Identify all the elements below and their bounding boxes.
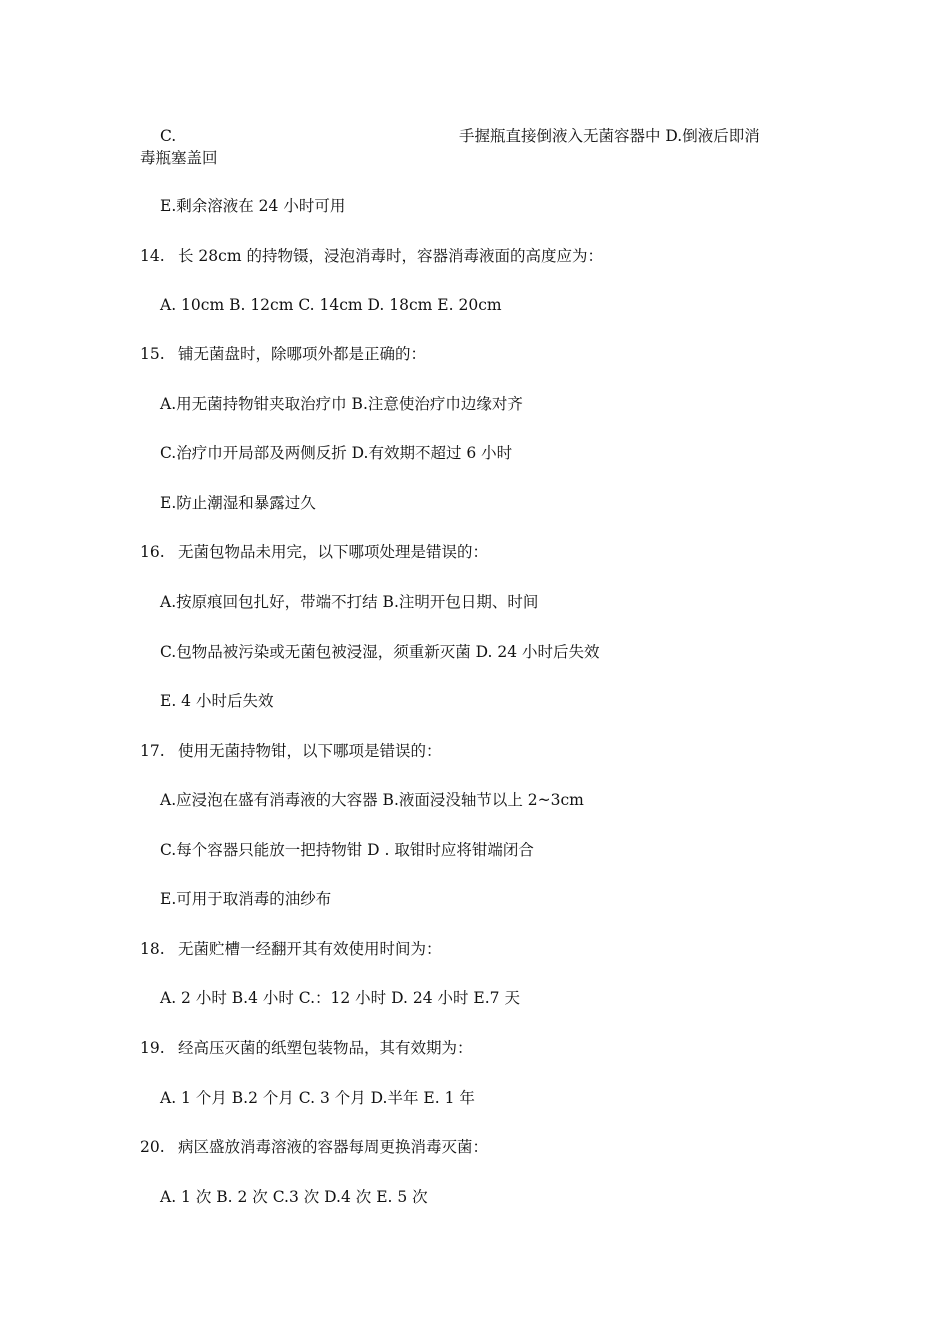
- question-text: 无菌包物品未用完，以下哪项处理是错误的：: [178, 543, 489, 561]
- option-line: E.可用于取消毒的油纱布: [160, 890, 332, 908]
- question-text: 铺无菌盘时，除哪项外都是正确的：: [178, 345, 427, 363]
- question-text: 病区盛放消毒溶液的容器每周更换消毒灭菌：: [178, 1138, 489, 1156]
- question-14: [140, 246, 603, 266]
- question-number: 20.: [140, 1138, 165, 1156]
- question-number: 18.: [140, 940, 165, 958]
- option-line: C.每个容器只能放一把持物钳 D . 取钳时应将钳端闭合: [160, 841, 534, 859]
- question-text: 使用无菌持物钳，以下哪项是错误的：: [178, 742, 442, 760]
- option-line: A. 10cm B. 12cm C. 14cm D. 18cm E. 20cm: [160, 296, 502, 314]
- question-number: 16.: [140, 543, 165, 561]
- question-number: 14.: [140, 247, 165, 265]
- option-line: A.应浸泡在盛有消毒液的大容器 B.液面浸没轴节以上 2~3cm: [160, 791, 584, 809]
- question-number: 19.: [140, 1039, 165, 1057]
- option-line: C.治疗巾开局部及两侧反折 D.有效期不超过 6 小时: [160, 444, 513, 462]
- option-wrap-text: 毒瓶塞盖回: [140, 149, 218, 167]
- question-text: 经高压灭菌的纸塑包装物品，其有效期为：: [178, 1039, 473, 1057]
- option-line: A. 1 次 B. 2 次 C.3 次 D.4 次 E. 5 次: [160, 1188, 428, 1206]
- question-text: 长 28cm 的持物镊，浸泡消毒时，容器消毒液面的高度应为：: [178, 247, 603, 265]
- option-c-label: C.: [160, 127, 177, 145]
- option-e-line: E.剩余溶液在 24 小时可用: [160, 197, 346, 215]
- question-20: [140, 1137, 488, 1157]
- question-text: 无菌贮槽一经翻开其有效使用时间为：: [178, 940, 442, 958]
- option-line: E.防止潮湿和暴露过久: [160, 494, 316, 512]
- option-line: C.包物品被污染或无菌包被浸湿，须重新灭菌 D. 24 小时后失效: [160, 643, 600, 661]
- option-line: A. 1 个月 B.2 个月 C. 3 个月 D.半年 E. 1 年: [160, 1089, 475, 1107]
- option-line: E. 4 小时后失效: [160, 692, 274, 710]
- question-16: [140, 542, 488, 562]
- option-line: A.按原痕回包扎好，带端不打结 B.注明开包日期、时间: [160, 593, 539, 611]
- option-line: A. 2 小时 B.4 小时 C.：12 小时 D. 24 小时 E.7 天: [160, 989, 520, 1007]
- question-number: 17.: [140, 742, 165, 760]
- question-19: [140, 1038, 473, 1058]
- question-number: 15.: [140, 345, 165, 363]
- question-17: [140, 741, 442, 761]
- option-c-text: 手握瓶直接倒液入无菌容器中 D.倒液后即消: [459, 127, 760, 145]
- question-15: [140, 344, 426, 364]
- question-18: [140, 939, 442, 959]
- option-line: A.用无菌持物钳夹取治疗巾 B.注意使治疗巾边缘对齐: [160, 395, 523, 413]
